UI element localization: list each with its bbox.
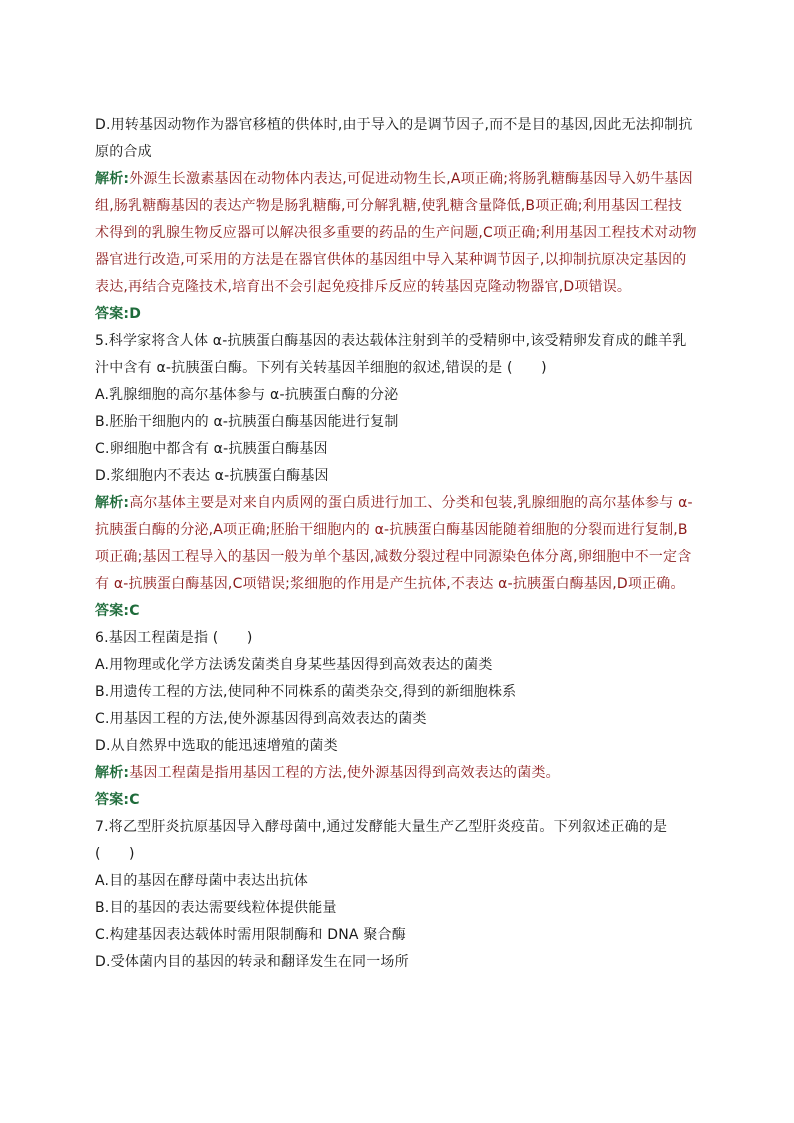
analysis-label: 解析: xyxy=(95,171,130,187)
q5-answer xyxy=(95,598,715,625)
q7-option-a: A.目的基因在酵母菌中表达出抗体 xyxy=(95,873,308,889)
q5-analysis-line3: 项正确;基因工程导入的基因一般为单个基因,减数分裂过程中同源染色体分离,卵细胞中不一定含 xyxy=(95,549,692,565)
answer-value: C xyxy=(129,792,140,808)
q6-option-b: B.用遗传工程的方法,使同种不同株系的菌类杂交,得到的新细胞株系 xyxy=(95,684,517,700)
analysis-text: 高尔基体主要是对来自内质网的蛋白质进行加工、分类和包装,乳腺细胞的高尔基体参与 α- xyxy=(129,495,693,511)
q5-analysis-line1 xyxy=(95,490,715,517)
analysis-label: 解析: xyxy=(95,765,130,781)
q4-analysis-line4: 器官进行改造,可采用的方法是在器官供体的基因组中导入某种调节因子,以抑制抗原决定基因的 xyxy=(95,252,687,268)
q5-option-b: B.胚胎干细胞内的 α-抗胰蛋白酶基因能进行复制 xyxy=(95,414,399,430)
answer-label: 答案: xyxy=(95,306,130,322)
answer-label: 答案: xyxy=(95,792,130,808)
q4-analysis-line1 xyxy=(95,166,715,193)
q5-analysis-line2: 抗胰蛋白酶的分泌,A项正确;胚胎干细胞内的 α-抗胰蛋白酶基因能随着细胞的分裂而进行复制,B xyxy=(95,522,688,538)
q7-option-b: B.目的基因的表达需要线粒体提供能量 xyxy=(95,900,337,916)
q6-option-d: D.从自然界中选取的能迅速增殖的菌类 xyxy=(95,738,338,754)
q5-stem-line2: 汁中含有 α-抗胰蛋白酶。下列有关转基因羊细胞的叙述,错误的是 ( ) xyxy=(95,360,547,376)
q6-answer xyxy=(95,787,715,814)
q4-option-d-line1: D.用转基因动物作为器官移植的供体时,由于导入的是调节因子,而不是目的基因,因此无法抑制抗 xyxy=(95,117,693,133)
answer-value: D xyxy=(129,306,142,322)
q4-analysis-line5: 表达,再结合克隆技术,培育出不会引起免疫排斥反应的转基因克隆动物器官,D项错误。 xyxy=(95,279,632,295)
q5-stem-line1: 5.科学家将含人体 α-抗胰蛋白酶基因的表达载体注射到羊的受精卵中,该受精卵发育成的雌羊乳 xyxy=(95,333,687,349)
q5-option-d: D.浆细胞内不表达 α-抗胰蛋白酶基因 xyxy=(95,468,329,484)
answer-value: C xyxy=(129,603,140,619)
q5-option-c: C.卵细胞中都含有 α-抗胰蛋白酶基因 xyxy=(95,441,328,457)
q6-option-a: A.用物理或化学方法诱发菌类自身某些基因得到高效表达的菌类 xyxy=(95,657,493,673)
q5-analysis-line4: 有 α-抗胰蛋白酶基因,C项错误;浆细胞的作用是产生抗体,不表达 α-抗胰蛋白酶基因,D项正确。 xyxy=(95,576,685,592)
q7-stem-line2: ( ) xyxy=(95,846,135,862)
q7-option-c: C.构建基因表达载体时需用限制酶和 DNA 聚合酶 xyxy=(95,927,406,943)
q4-answer xyxy=(95,301,715,328)
answer-label: 答案: xyxy=(95,603,130,619)
analysis-label: 解析: xyxy=(95,495,130,511)
q6-analysis-line1 xyxy=(95,760,715,787)
q4-option-d-line2: 原的合成 xyxy=(95,144,152,160)
q6-option-c: C.用基因工程的方法,使外源基因得到高效表达的菌类 xyxy=(95,711,427,727)
analysis-text: 外源生长激素基因在动物体内表达,可促进动物生长,A项正确;将肠乳糖酶基因导入奶牛基因 xyxy=(129,171,693,187)
q4-analysis-line3: 术得到的乳腺生物反应器可以解决很多重要的药品的生产问题,C项正确;利用基因工程技术对动物 xyxy=(95,225,697,241)
q7-option-d: D.受体菌内目的基因的转录和翻译发生在同一场所 xyxy=(95,954,409,970)
question-content xyxy=(95,112,715,976)
q4-analysis-line2: 组,肠乳糖酶基因的表达产物是肠乳糖酶,可分解乳糖,使乳糖含量降低,B项正确;利用基因工程技 xyxy=(95,198,683,214)
q6-stem: 6.基因工程菌是指 ( ) xyxy=(95,630,253,646)
q5-option-a: A.乳腺细胞的高尔基体参与 α-抗胰蛋白酶的分泌 xyxy=(95,387,399,403)
q7-stem-line1: 7.将乙型肝炎抗原基因导入酵母菌中,通过发酵能大量生产乙型肝炎疫苗。下列叙述正确的是 xyxy=(95,819,668,835)
analysis-text: 基因工程菌是指用基因工程的方法,使外源基因得到高效表达的菌类。 xyxy=(129,765,560,781)
